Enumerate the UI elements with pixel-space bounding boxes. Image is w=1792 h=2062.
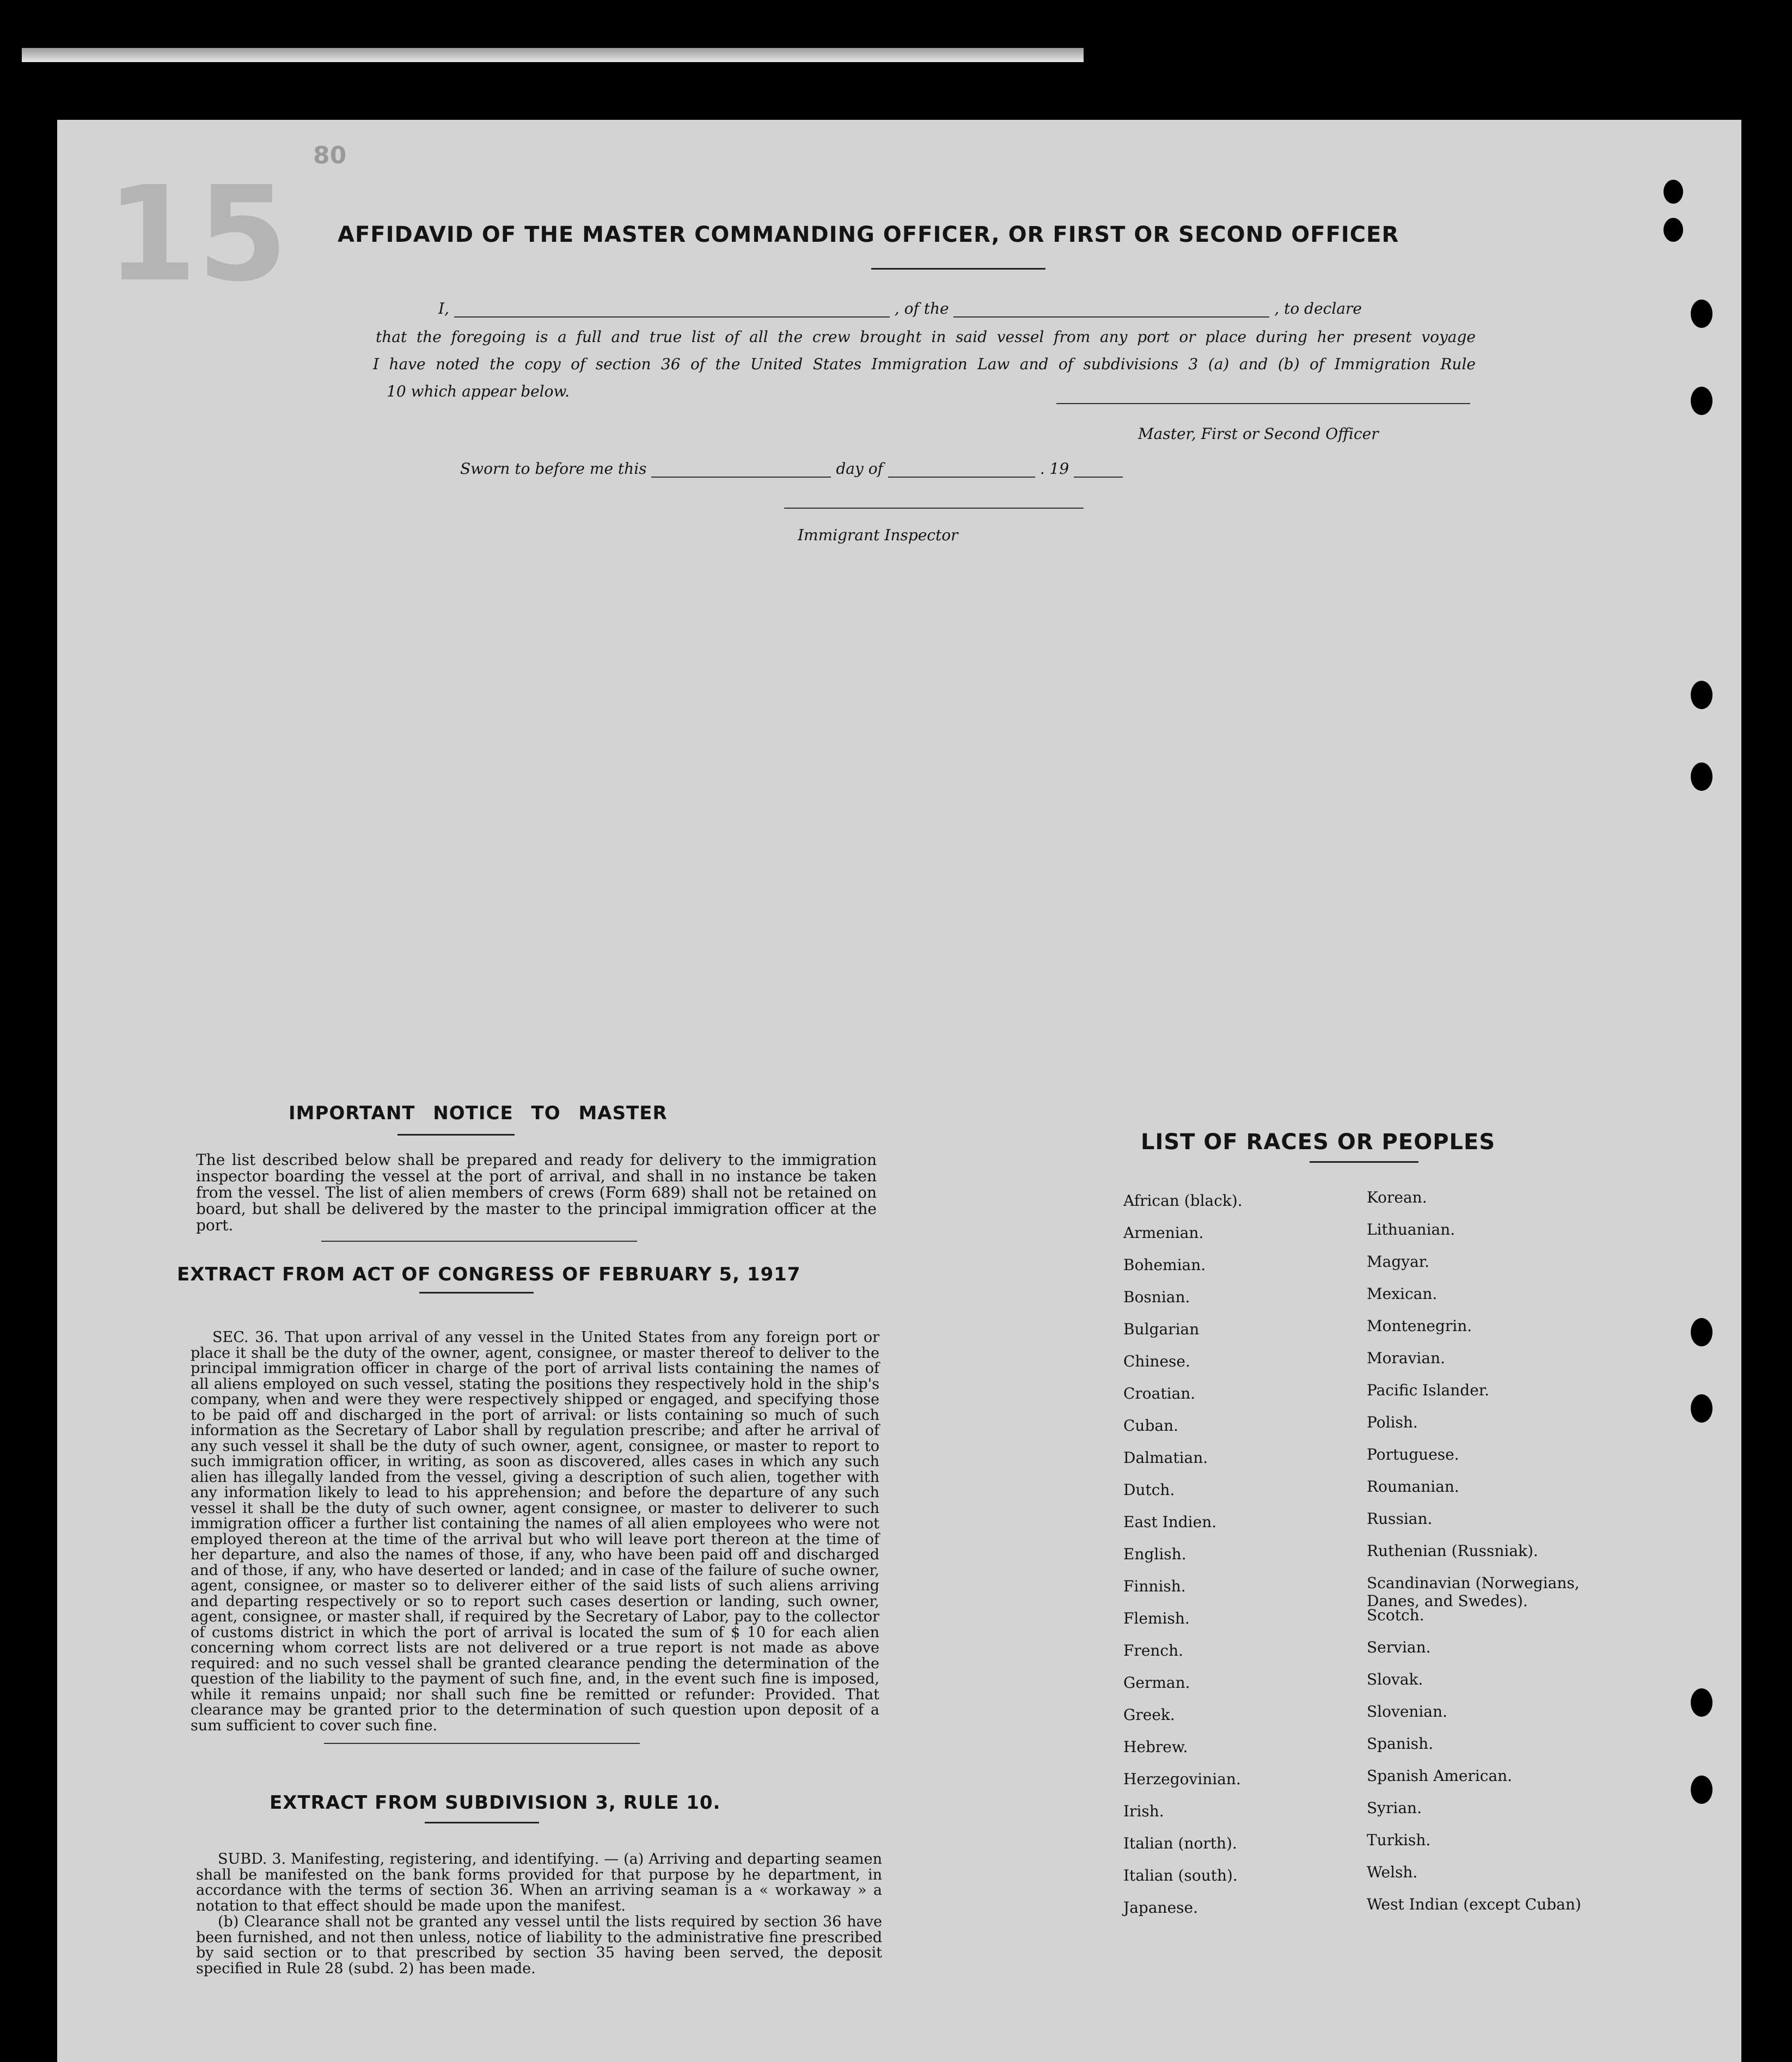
race-item: Cuban. bbox=[1123, 1417, 1179, 1435]
act-text: SEC. 36. That upon arrival of any vessel in the United States from any foreign port or place it shall be the duty of the owner, agent, consignee, or master thereof to deliver to the principal immigration officer in charge of the port of arrival lists containing the names of all aliens employed on such vessel, stating the positions they respectively hold in the ship's company, when and were they were respectively shipped or engaged, and specifying those to be paid off and discharged in the port of arrival: or lists containing so much of such information as the Secretary of Labor shall by regulation prescribe; and after he arrival of any such vessel it shall be the duty of such owner, agent, consignee, or master to report to such immigration officer, in writing, as soon as discovered, alles cases in which any such alien has illegally landed from the vessel, giving a description of such alien, together with any information likely to lead to his apprehension; and before the departure of any such vessel it shall be the duty of such owner, agent consignee, or master to deliverer to such immigration officer a further list containing the names of all alien employees who were not employed thereon at the time of the arrival but who will leave port thereon at the time of her departure, and also the names of those, if any, who have been paid off and discharged and of those, if any, who have deserted or landed; and in case of the failure of suche owner, agent, consignee, or master so to deliverer either of the said lists of such aliens arriving and departing respectively or so to report such cases desertion or landing, such owner, agent, consignee, or master shall, if required by the Secretary of Labor, pay to the collector of customs district in which the port of arrival is located the sum of $ 10 for each alien concerning whom correct lists are not delivered or a true report is not made as above required: and no such vessel shall be granted clearance pending the determination of the question of the liability to the payment of such fine, and, in the event such fine is imposed, while it remains unpaid; nor shall such fine be remitted or refunder: Provided. That clearance may be granted prior to the determination of such question upon deposit of a sum sufficient to cover such fine. bbox=[191, 1329, 879, 1734]
race-item: Korean. bbox=[1367, 1188, 1427, 1206]
rule-underline bbox=[425, 1822, 539, 1823]
races-left-column bbox=[1123, 1192, 1243, 1931]
sworn-line bbox=[460, 460, 1222, 478]
races-right-column bbox=[1367, 1188, 1585, 1927]
title-underline bbox=[871, 268, 1045, 270]
race-item: Greek. bbox=[1123, 1706, 1175, 1724]
sworn-label: Sworn to before me this bbox=[460, 460, 647, 478]
rule-para-a: SUBD. 3. Manifesting, registering, and identifying. — (a) Arriving and departing seamen shall be manifested on the bank forms provided for that purpose by he department, in accordance with the terms of section 36. When an arriving seaman is a « workaway » a notation to that effect should be made upon the manifest. bbox=[196, 1851, 882, 1914]
race-item: Turkish. bbox=[1367, 1831, 1431, 1849]
rule-title: EXTRACT FROM SUBDIVISION 3, RULE 10. bbox=[270, 1792, 721, 1814]
inspector-label: Immigrant Inspector bbox=[798, 526, 958, 544]
corner-page-number: 15 bbox=[106, 158, 288, 310]
race-item: Lithuanian. bbox=[1367, 1221, 1455, 1239]
act-title: EXTRACT FROM ACT OF CONGRESS OF FEBRUARY 5, 1917 bbox=[177, 1264, 801, 1285]
race-item: Montenegrin. bbox=[1367, 1317, 1472, 1335]
punch-hole bbox=[1691, 300, 1713, 328]
notice-divider bbox=[321, 1241, 637, 1242]
race-item: Flemish. bbox=[1123, 1609, 1190, 1627]
punch-hole bbox=[1691, 1688, 1713, 1717]
race-item: Bulgarian bbox=[1123, 1320, 1200, 1338]
races-title: LIST OF RACES OR PEOPLES bbox=[1141, 1130, 1496, 1155]
race-item: Spanish. bbox=[1367, 1735, 1434, 1753]
top-small-number: 80 bbox=[313, 142, 347, 169]
punch-hole bbox=[1691, 387, 1713, 415]
document-page bbox=[57, 120, 1741, 2062]
affidavit-line1 bbox=[438, 300, 1473, 318]
name-blank bbox=[454, 301, 890, 318]
race-item: Italian (south). bbox=[1123, 1866, 1238, 1884]
race-item: Hebrew. bbox=[1123, 1738, 1188, 1756]
notice-text: The list described below shall be prepared and ready for delivery to the immigration inspector boarding the vessel at the port of arrival, and shall in no instance be taken from the vessel. The list of alien members of crews (Form 689) shall not be retained on board, but shall be delivered by the master to the principal immigration officer at the port. bbox=[196, 1151, 877, 1234]
race-item: Scotch. bbox=[1367, 1606, 1424, 1624]
race-item: Scandinavian (Norwegians, Danes, and Swedes). bbox=[1367, 1574, 1580, 1610]
master-signature-label: Master, First or Second Officer bbox=[1138, 425, 1379, 443]
race-item: Herzegovinian. bbox=[1123, 1770, 1241, 1788]
punch-hole bbox=[1691, 1776, 1713, 1804]
act-underline bbox=[419, 1292, 534, 1294]
of-the-label: , of the bbox=[894, 300, 949, 318]
race-item: Servian. bbox=[1367, 1638, 1431, 1656]
race-item: Japanese. bbox=[1123, 1899, 1198, 1917]
act-divider bbox=[324, 1743, 640, 1744]
race-item: Pacific Islander. bbox=[1367, 1381, 1489, 1399]
race-item: Russian. bbox=[1367, 1510, 1433, 1528]
punch-hole bbox=[1691, 762, 1713, 791]
punch-hole bbox=[1663, 180, 1683, 204]
race-item: Dalmatian. bbox=[1123, 1449, 1208, 1467]
race-item: Finnish. bbox=[1123, 1577, 1186, 1595]
race-item: Polish. bbox=[1367, 1413, 1418, 1431]
race-item: African (black). bbox=[1123, 1192, 1243, 1210]
race-item: Syrian. bbox=[1367, 1799, 1422, 1817]
punch-hole bbox=[1691, 1318, 1713, 1346]
race-item: Dutch. bbox=[1123, 1481, 1175, 1499]
race-item: Roumanian. bbox=[1367, 1478, 1459, 1496]
race-item: Welsh. bbox=[1367, 1863, 1418, 1881]
month-blank bbox=[888, 461, 1035, 478]
race-item: Slovenian. bbox=[1367, 1703, 1447, 1721]
race-item: Croatian. bbox=[1123, 1384, 1196, 1402]
inspector-signature-line bbox=[784, 508, 1084, 509]
punch-hole bbox=[1663, 218, 1683, 242]
notice-underline bbox=[397, 1134, 515, 1136]
sworn-day-blank bbox=[651, 461, 831, 478]
race-item: Magyar. bbox=[1367, 1253, 1430, 1271]
year-label: . 19 bbox=[1039, 460, 1069, 478]
notice-title: IMPORTANT NOTICE TO MASTER bbox=[289, 1102, 668, 1124]
race-item: Irish. bbox=[1123, 1802, 1164, 1820]
master-signature-line bbox=[1056, 403, 1470, 404]
race-item: Portuguese. bbox=[1367, 1445, 1459, 1463]
punch-hole bbox=[1691, 681, 1713, 709]
punch-hole bbox=[1691, 1394, 1713, 1423]
race-item: Armenian. bbox=[1123, 1224, 1204, 1242]
races-underline bbox=[1310, 1161, 1418, 1163]
rule-para-b: (b) Clearance shall not be granted any vessel until the lists required by section 36 have been furnished, and not then unless, notice of liability to the administrative fine prescribed by said section or to that prescribed by section 35 having been served, the deposit specified in Rule 28 (subd. 2) has been made. bbox=[196, 1913, 882, 1977]
race-item: Slovak. bbox=[1367, 1670, 1423, 1688]
race-item: Ruthenian (Russniak). bbox=[1367, 1542, 1538, 1560]
race-item: Bohemian. bbox=[1123, 1256, 1206, 1274]
race-item: Moravian. bbox=[1367, 1349, 1446, 1367]
race-item: Italian (north). bbox=[1123, 1834, 1237, 1852]
race-item: Mexican. bbox=[1367, 1285, 1438, 1303]
race-item: French. bbox=[1123, 1642, 1184, 1660]
vessel-blank bbox=[953, 301, 1269, 318]
i-label: I, bbox=[438, 300, 449, 318]
affidavit-line2: that the foregoing is a full and true list of all the crew brought in said vessel from any port or place during her present voyage bbox=[376, 328, 1476, 346]
race-item: East Indien. bbox=[1123, 1513, 1217, 1531]
race-item: Chinese. bbox=[1123, 1352, 1190, 1370]
to-declare-label: , to declare bbox=[1274, 300, 1362, 318]
day-of-label: day of bbox=[836, 460, 883, 478]
race-item: Bosnian. bbox=[1123, 1288, 1190, 1306]
race-item: Spanish American. bbox=[1367, 1767, 1513, 1785]
affidavit-line4: 10 which appear below. bbox=[387, 382, 570, 400]
affidavit-title: AFFIDAVID OF THE MASTER COMMANDING OFFICER, OR FIRST OR SECOND OFFICER bbox=[338, 222, 1399, 247]
race-item: German. bbox=[1123, 1674, 1190, 1692]
year-blank bbox=[1074, 461, 1123, 478]
race-item: West Indian (except Cuban) bbox=[1367, 1895, 1581, 1913]
scanner-edge-strip bbox=[22, 48, 1084, 62]
affidavit-line3: I have noted the copy of section 36 of the United States Immigration Law and of subdivisions 3 (a) and (b) of Immigration Rule bbox=[373, 355, 1476, 373]
race-item: English. bbox=[1123, 1545, 1186, 1563]
